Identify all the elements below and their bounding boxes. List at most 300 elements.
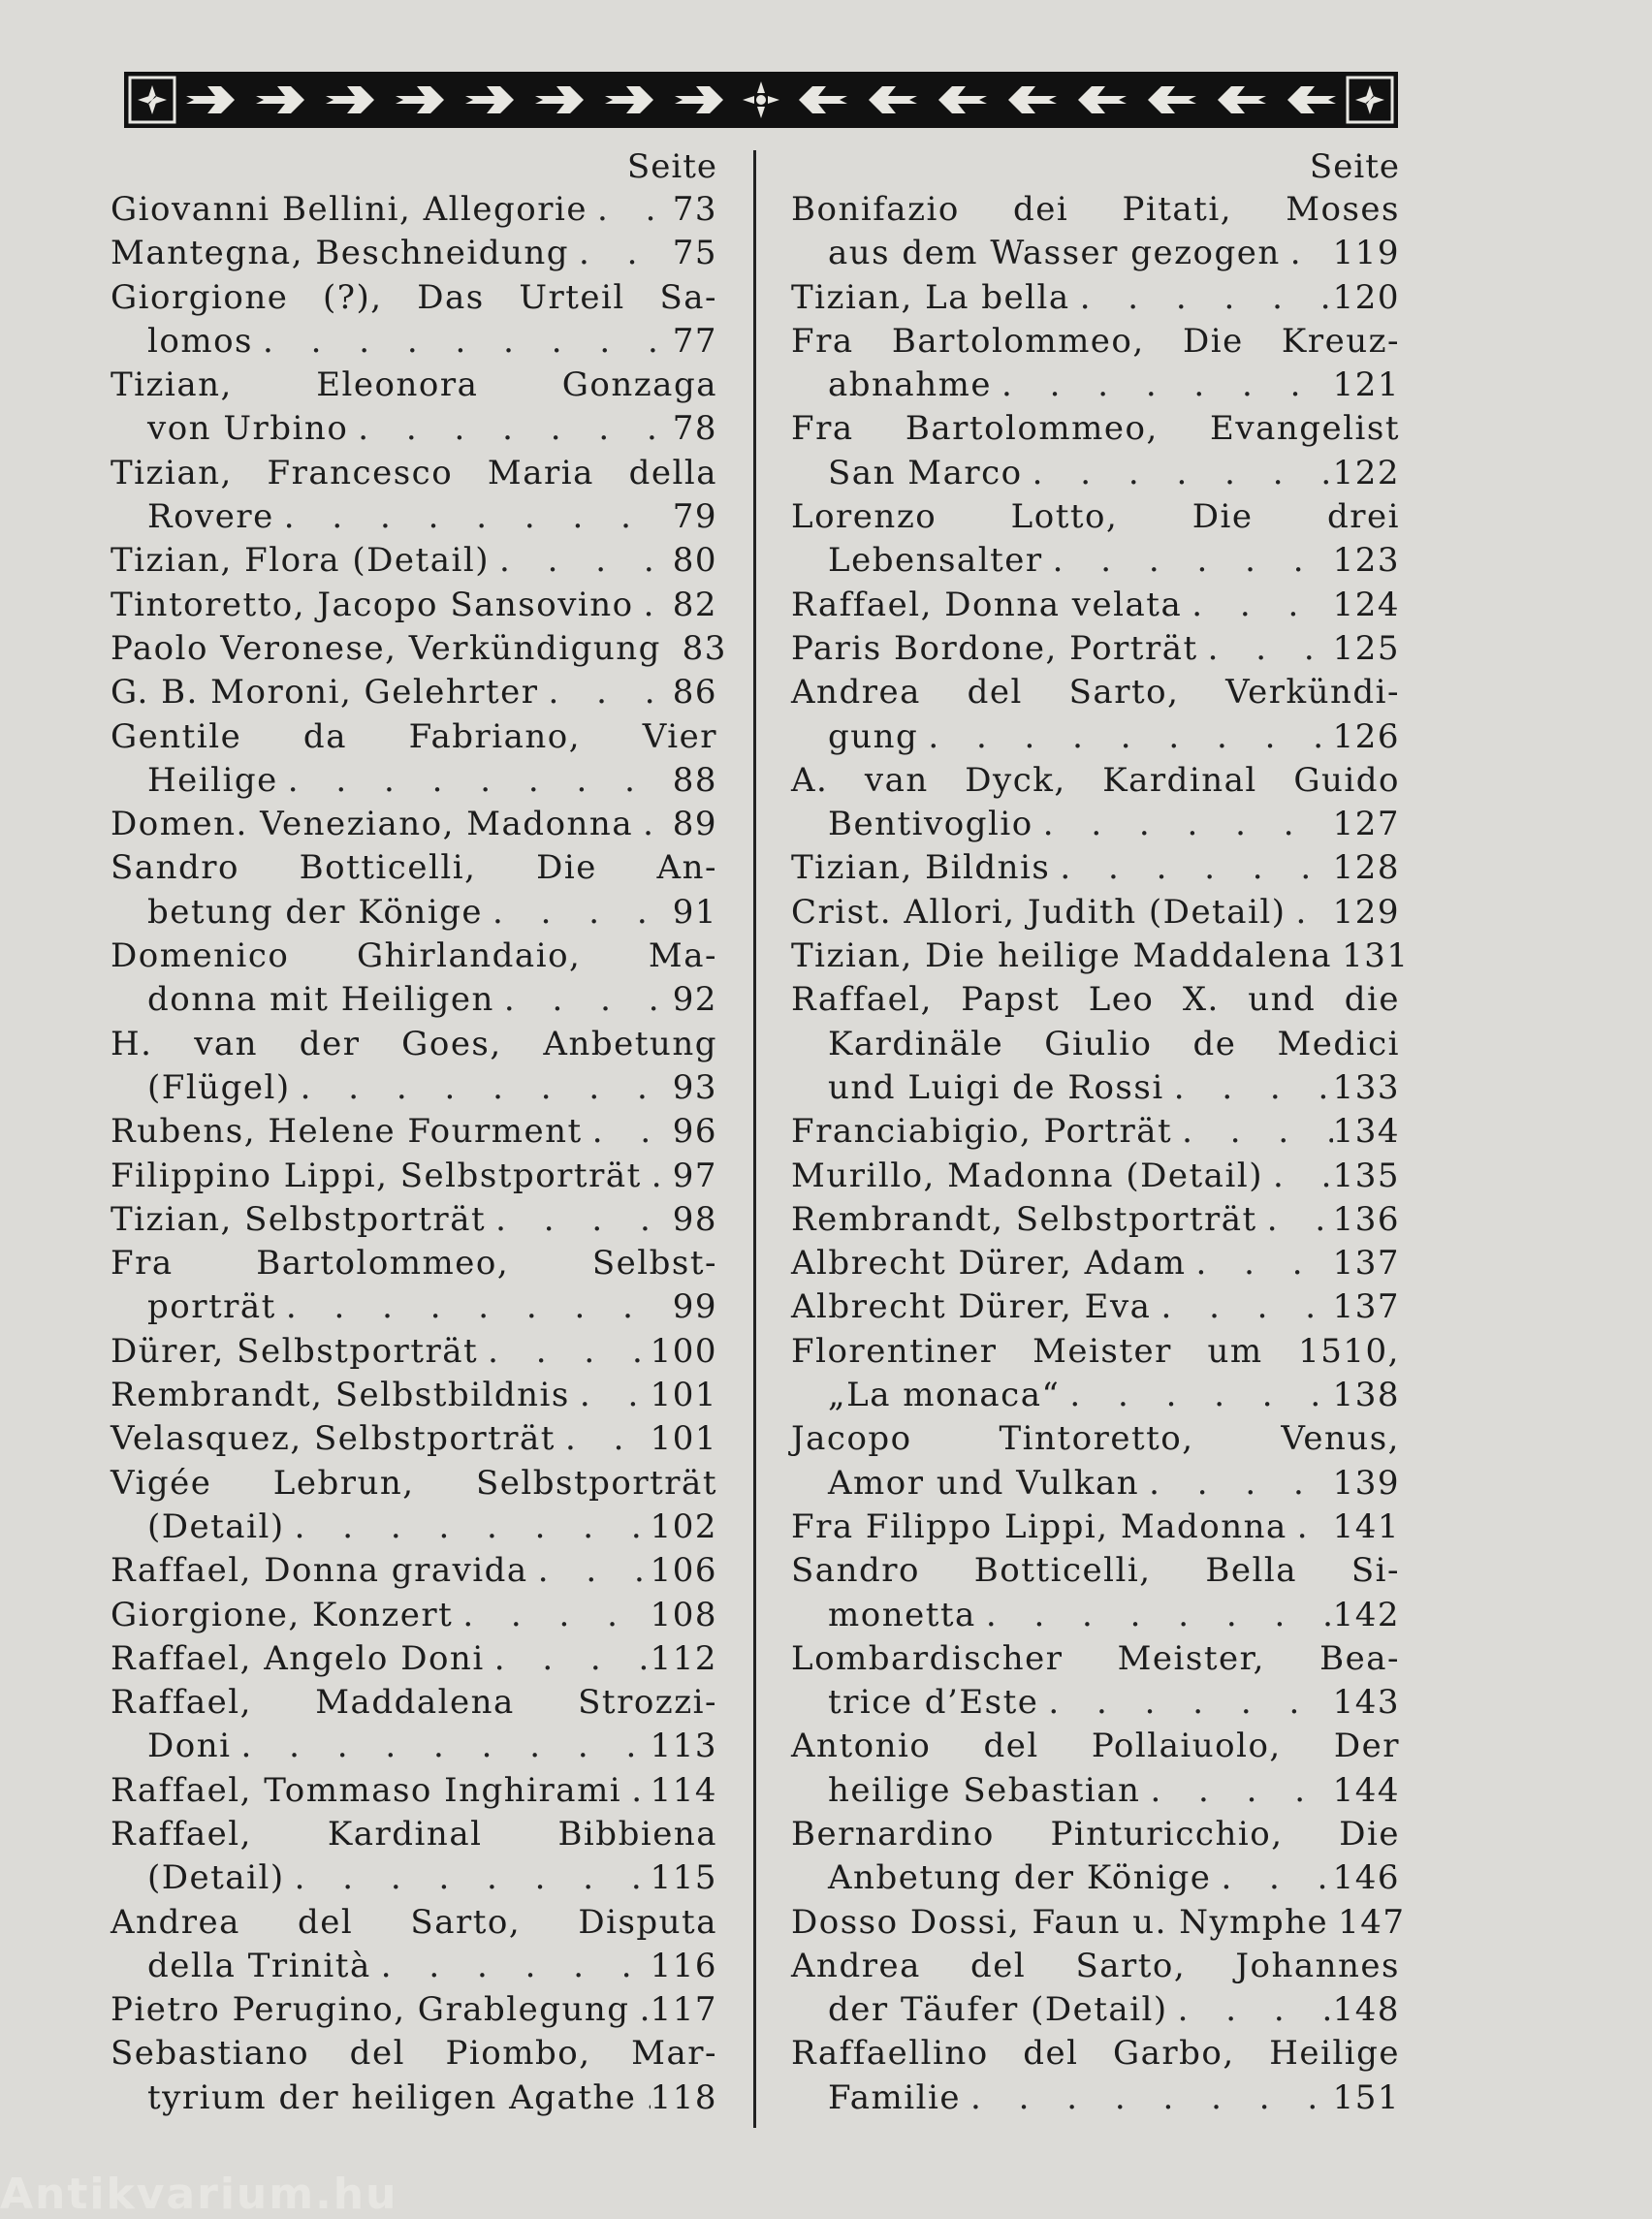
toc-entry: [111, 188, 717, 232]
page-number: 142: [1332, 1595, 1400, 1634]
toc-entry-line: [791, 759, 1400, 803]
toc-entry-title: Rembrandt, Selbstbildnis: [111, 1376, 570, 1415]
toc-entry-line: [791, 935, 1410, 978]
toc-entry: [791, 1549, 1400, 1637]
page-number: 92: [672, 980, 717, 1020]
toc-entry-line: [791, 1813, 1400, 1856]
toc-entry-title: Raffael, Donna velata: [791, 585, 1183, 624]
toc-entry-line: [111, 1066, 717, 1110]
toc-entry-title: Raffaellino del Garbo, Heilige: [791, 2034, 1400, 2074]
toc-entry-line: [791, 1417, 1400, 1461]
toc-entry-line: [111, 1901, 717, 1945]
dot-leader: [556, 1417, 651, 1461]
toc-entry: [111, 1549, 717, 1593]
toc-entry: [791, 935, 1410, 978]
dot-leader: [348, 407, 661, 451]
toc-entry-line: [111, 539, 717, 583]
toc-entry: [791, 1637, 1400, 1726]
toc-entry: [111, 1110, 717, 1154]
dot-leader: [583, 1110, 661, 1154]
toc-entry-title: Raffael, Kardinal Bibbiena: [111, 1814, 717, 1854]
toc-entry-title: Anbetung der Könige: [828, 1858, 1212, 1898]
page-number: 136: [1332, 1199, 1400, 1239]
page-number: 96: [672, 1112, 717, 1152]
page-number: 144: [1332, 1770, 1400, 1810]
toc-entry-line: [791, 846, 1400, 890]
page-number: 98: [672, 1199, 717, 1239]
dot-leader: [1023, 452, 1333, 495]
dot-leader: [253, 320, 661, 364]
toc-entry-line: [111, 715, 717, 759]
toc-entry-line: [791, 276, 1400, 320]
dot-leader: [1060, 1374, 1332, 1417]
toc-entry-title: Bonifazio dei Pitati, Moses: [791, 190, 1400, 229]
toc-entry-title: lomos: [147, 321, 254, 361]
toc-entry-title: Tintoretto, Jacopo Sansovino: [111, 585, 634, 624]
dot-leader: [1070, 276, 1333, 320]
toc-entry: [791, 846, 1400, 890]
toc-entry-title: „La monaca“: [828, 1376, 1061, 1415]
page-number: 83: [682, 628, 727, 668]
toc-entry-line: [111, 1725, 717, 1768]
toc-entry: [791, 1242, 1400, 1285]
toc-entry: [111, 627, 727, 671]
toc-entry-title: Heilige: [147, 760, 278, 800]
page-number: 75: [672, 234, 717, 273]
page-number: 120: [1332, 277, 1400, 317]
page-number: 135: [1332, 1156, 1400, 1195]
toc-entry-title: Amor und Vulkan: [828, 1463, 1140, 1503]
toc-entry: [111, 671, 717, 714]
toc-entry: [111, 1901, 717, 1989]
dot-leader: [1263, 1155, 1333, 1198]
toc-entry-title: Antonio del Pollaiuolo, Der: [791, 1727, 1400, 1766]
toc-entry-title: della Trinità: [147, 1946, 371, 1985]
page-number: 139: [1332, 1463, 1400, 1503]
toc-entry-line: [111, 320, 717, 364]
toc-entry-line: [111, 627, 727, 671]
toc-entry-title: und Luigi de Rossi: [828, 1067, 1164, 1107]
toc-entry-title: Jacopo Tintoretto, Venus,: [791, 1419, 1400, 1459]
dot-leader: [494, 978, 661, 1022]
page-number: 127: [1332, 805, 1400, 844]
dot-leader: [1211, 1856, 1332, 1900]
page-number: 80: [672, 541, 717, 581]
toc-entry: [791, 671, 1400, 759]
toc-entry-title: Sandro Botticelli, Die An-: [111, 848, 717, 888]
toc-entry-line: [791, 1594, 1400, 1637]
dot-leader: [1182, 584, 1332, 627]
dot-leader: [274, 495, 661, 539]
toc-entry-title: Tizian, Bildnis: [791, 848, 1051, 888]
toc-entry-title: heilige Sebastian: [828, 1770, 1141, 1810]
toc-entry-title: Raffael, Donna gravida: [111, 1551, 528, 1591]
toc-entry-line: [111, 978, 717, 1022]
toc-entry-title: Albrecht Dürer, Eva: [791, 1287, 1152, 1327]
toc-entry-title: Tizian, La bella: [791, 277, 1070, 317]
column-divider: [753, 150, 756, 2128]
dot-leader: [1186, 1242, 1332, 1285]
ornamental-header-band: [124, 72, 1398, 128]
page-number: 113: [650, 1727, 717, 1766]
toc-entry-title: Andrea del Sarto, Disputa: [111, 1902, 717, 1942]
toc-entry-title: Crist. Allori, Judith (Detail): [791, 892, 1287, 932]
toc-entry-line: [111, 1285, 717, 1329]
dot-leader: [1164, 1066, 1333, 1110]
toc-entry-title: Tizian, Die heilige Maddalena: [791, 936, 1333, 976]
dot-leader: [1139, 1462, 1332, 1506]
toc-entry-line: [791, 978, 1400, 1022]
toc-entry-line: [791, 715, 1400, 759]
toc-entry: [791, 1813, 1400, 1901]
dot-leader: [1198, 627, 1333, 671]
dot-leader: [478, 1330, 650, 1374]
toc-entry: [111, 1023, 717, 1111]
toc-entry-line: [791, 539, 1400, 583]
toc-entry-line: [111, 1462, 717, 1506]
toc-entry-line: [111, 1155, 717, 1198]
toc-entry-line: [791, 2076, 1400, 2120]
toc-entry-title: (Detail): [147, 1858, 285, 1898]
toc-entry-title: (Flügel): [147, 1067, 291, 1107]
toc-entry-title: von Urbino: [147, 409, 349, 449]
page-number: 88: [672, 760, 717, 800]
toc-entry-title: Giorgione (?), Das Urteil Sa-: [111, 277, 717, 317]
toc-entry: [791, 1285, 1400, 1329]
toc-entry-line: [111, 232, 717, 275]
page-number: 121: [1332, 365, 1400, 405]
toc-entry-title: Lombardischer Meister, Bea-: [791, 1638, 1400, 1678]
toc-entry-line: [791, 1066, 1400, 1110]
toc-entry: [791, 320, 1400, 408]
left-entry-list: [111, 188, 727, 2120]
toc-entry-line: [791, 1198, 1400, 1242]
toc-entry: [111, 1637, 717, 1681]
toc-entry: [791, 1417, 1400, 1506]
dot-leader: [1287, 891, 1333, 935]
toc-entry-title: Fra Filippo Lippi, Madonna: [791, 1506, 1287, 1546]
dot-leader: [992, 364, 1333, 407]
toc-entry: [791, 495, 1400, 584]
dot-leader: [1050, 846, 1332, 890]
toc-entry-title: Rubens, Helene Fourment: [111, 1112, 583, 1152]
page-number: 131: [1342, 936, 1410, 976]
toc-entry-line: [791, 1637, 1400, 1681]
dot-leader: [291, 1066, 661, 1110]
page-number: 141: [1332, 1506, 1400, 1546]
toc-entry: [111, 1681, 717, 1769]
toc-entry-line: [791, 2032, 1400, 2076]
toc-entry-line: [111, 759, 717, 803]
toc-entry: [791, 1901, 1406, 1945]
page-number: 137: [1332, 1244, 1400, 1284]
dot-leader: [588, 188, 661, 232]
dot-leader: [1257, 1198, 1333, 1242]
dot-leader: [490, 539, 661, 583]
toc-entry: [111, 715, 717, 804]
dot-leader: [1033, 803, 1333, 846]
page-number: 77: [672, 321, 717, 361]
arrow-ornament-icon: [126, 74, 1396, 126]
toc-entry: [791, 1110, 1400, 1154]
page-number: 116: [650, 1946, 717, 1985]
toc-entry-line: [111, 1374, 717, 1417]
toc-entry-line: [791, 1155, 1400, 1198]
toc-entry-title: Paris Bordone, Porträt: [791, 628, 1198, 668]
dot-leader: [528, 1549, 651, 1593]
toc-entry-line: [111, 1242, 717, 1285]
toc-entry-title: Andrea del Sarto, Verkündi-: [791, 673, 1400, 713]
dot-leader: [1043, 539, 1333, 583]
toc-entry-title: Fra Bartolommeo, Evangelist: [791, 409, 1400, 449]
toc-entry-line: [791, 1285, 1400, 1329]
toc-entry-line: [791, 320, 1400, 364]
toc-entry-title: gung: [828, 716, 919, 756]
toc-entry: [111, 2032, 717, 2120]
toc-entry-title: H. van der Goes, Anbetung: [111, 1024, 717, 1063]
toc-entry-title: Filippino Lippi, Selbstporträt: [111, 1156, 642, 1195]
toc-entry: [791, 978, 1400, 1110]
page-number: 106: [650, 1551, 717, 1591]
toc-entry: [791, 276, 1400, 320]
page-number: 151: [1332, 2077, 1400, 2117]
page-number: 119: [1332, 234, 1400, 273]
toc-entry-title: Tizian, Flora (Detail): [111, 541, 490, 581]
toc-entry-title: trice d’Este: [828, 1683, 1039, 1723]
seite-label-right: Seite: [1309, 147, 1400, 186]
toc-entry: [111, 846, 717, 935]
toc-entry-line: [791, 627, 1400, 671]
page-number: 115: [650, 1858, 717, 1898]
toc-entry-line: [111, 1988, 717, 2032]
toc-entry: [111, 276, 717, 365]
dot-leader: [1328, 1901, 1338, 1945]
toc-entry-title: donna mit Heiligen: [147, 980, 494, 1020]
toc-entry-line: [791, 1242, 1400, 1285]
page-number: 122: [1332, 453, 1400, 492]
toc-entry: [111, 935, 717, 1023]
toc-entry-line: [111, 495, 717, 539]
toc-entry-line: [111, 1681, 717, 1725]
toc-entry-line: [791, 1945, 1400, 1988]
toc-entry-title: Familie: [828, 2077, 962, 2117]
toc-entry: [791, 2032, 1400, 2120]
toc-entry-title: Tizian, Francesco Maria della: [111, 453, 717, 492]
toc-entry-title: Giorgione, Konzert: [111, 1595, 454, 1634]
dot-leader: [976, 1594, 1333, 1637]
toc-entry-line: [111, 1945, 717, 1988]
toc-entry: [111, 1330, 717, 1374]
toc-entry: [111, 1462, 717, 1550]
toc-entry-line: [111, 803, 717, 846]
toc-entry-line: [111, 364, 717, 407]
toc-entry-line: [791, 495, 1400, 539]
toc-entry-title: (Detail): [147, 1506, 285, 1546]
dot-leader: [276, 1285, 661, 1329]
toc-entry-line: [791, 232, 1400, 275]
toc-entry-title: Murillo, Madonna (Detail): [791, 1156, 1263, 1195]
toc-entry: [791, 759, 1400, 847]
toc-entry: [791, 1725, 1400, 1813]
toc-entry-title: Domen. Veneziano, Madonna: [111, 805, 634, 844]
toc-entry-line: [111, 1506, 717, 1549]
toc-entry-title: Florentiner Meister um 1510,: [791, 1331, 1400, 1371]
toc-entry-line: [791, 803, 1400, 846]
toc-entry: [111, 1155, 717, 1198]
toc-entry: [791, 407, 1400, 495]
toc-entry: [111, 1769, 717, 1813]
toc-entry: [111, 364, 717, 452]
toc-entry: [791, 1155, 1400, 1198]
toc-entry-title: Raffael, Angelo Doni: [111, 1638, 485, 1678]
toc-entry-title: Raffael, Maddalena Strozzi-: [111, 1683, 717, 1723]
toc-entry-title: Lorenzo Lotto, Die drei: [791, 497, 1400, 537]
toc-entry-line: [111, 1549, 717, 1593]
page-number: 102: [650, 1506, 717, 1546]
toc-entry: [111, 452, 717, 540]
toc-entry-line: [111, 1769, 717, 1813]
toc-entry-line: [111, 1417, 717, 1461]
dot-leader: [569, 232, 661, 275]
dot-leader: [621, 1769, 650, 1813]
toc-entry-title: Kardinäle Giulio de Medici: [828, 1024, 1400, 1063]
toc-entry-line: [791, 364, 1400, 407]
toc-entry-line: [111, 1813, 717, 1856]
toc-entry-title: San Marco: [828, 453, 1023, 492]
toc-entry: [791, 627, 1400, 671]
dot-leader: [483, 891, 661, 935]
page-number: 89: [672, 805, 717, 844]
dot-leader: [918, 715, 1332, 759]
toc-entry-title: Fra Bartolommeo, Die Kreuz-: [791, 321, 1400, 361]
dot-leader: [285, 1506, 651, 1549]
dot-leader: [1332, 935, 1342, 978]
toc-entry: [111, 1417, 717, 1461]
dot-leader: [539, 671, 661, 714]
dot-leader: [486, 1198, 661, 1242]
page-number: 147: [1338, 1902, 1406, 1942]
toc-entry-title: Albrecht Dürer, Adam: [791, 1244, 1187, 1284]
dot-leader: [636, 2076, 650, 2120]
dot-leader: [642, 1155, 661, 1198]
dot-leader: [634, 584, 661, 627]
toc-entry: [111, 539, 717, 583]
dot-leader: [1287, 1506, 1333, 1549]
seite-label-left: Seite: [626, 147, 717, 186]
toc-entry-title: Pietro Perugino, Grablegung: [111, 1990, 630, 2030]
dot-leader: [570, 1374, 651, 1417]
page-number: 82: [672, 585, 717, 624]
dot-leader: [371, 1945, 651, 1988]
page-number: 129: [1332, 892, 1400, 932]
toc-entry-line: [791, 452, 1400, 495]
page-number: 101: [650, 1376, 717, 1415]
toc-entry: [111, 1594, 717, 1637]
dot-leader: [630, 1988, 651, 2032]
page-number: 117: [650, 1990, 717, 2030]
page-number: 148: [1332, 1990, 1400, 2030]
toc-entry: [791, 584, 1400, 627]
toc-entry-title: A. van Dyck, Kardinal Guido: [791, 760, 1400, 800]
toc-entry: [111, 1813, 717, 1901]
toc-entry-line: [791, 1901, 1406, 1945]
right-entry-list: [791, 188, 1410, 2120]
page-number: 143: [1332, 1683, 1400, 1723]
toc-entry-title: Fra Bartolommeo, Selbst-: [111, 1244, 717, 1284]
left-column: [111, 145, 727, 2120]
toc-entry-title: tyrium der heiligen Agathe: [147, 2077, 637, 2117]
toc-entry: [791, 188, 1400, 276]
toc-entry: [791, 1198, 1400, 1242]
toc-entry: [111, 232, 717, 275]
page-number: 101: [650, 1419, 717, 1459]
toc-entry-line: [791, 407, 1400, 451]
toc-entry: [111, 1198, 717, 1242]
page-number: 78: [672, 409, 717, 449]
page-number: 138: [1332, 1376, 1400, 1415]
dot-leader: [453, 1594, 650, 1637]
toc-entry-line: [791, 584, 1400, 627]
toc-entry-line: [111, 188, 717, 232]
right-column: [791, 145, 1410, 2120]
toc-entry-line: [111, 891, 717, 935]
page-number: 124: [1332, 585, 1400, 624]
toc-entry-line: [791, 1549, 1400, 1593]
toc-entry-line: [791, 1856, 1400, 1900]
toc-entry-line: [791, 1374, 1400, 1417]
toc-entry-line: [791, 1681, 1400, 1725]
toc-entry-title: Vigée Lebrun, Selbstporträt: [111, 1463, 717, 1503]
dot-leader: [1151, 1285, 1332, 1329]
dot-leader: [232, 1725, 651, 1768]
toc-entry-line: [791, 1462, 1400, 1506]
page-number: 86: [672, 673, 717, 713]
toc-entry-line: [111, 407, 717, 451]
toc-entry-line: [111, 1110, 717, 1154]
toc-entry: [111, 1242, 717, 1330]
toc-entry-line: [791, 1725, 1400, 1768]
toc-entry-line: [111, 2076, 717, 2120]
toc-entry-title: Raffael, Tommaso Inghirami: [111, 1770, 622, 1810]
toc-entry-line: [791, 1988, 1400, 2032]
dot-leader: [961, 2076, 1333, 2120]
toc-entry-title: Gentile da Fabriano, Vier: [111, 716, 717, 756]
toc-entry-title: Paolo Veronese, Verkündigung: [111, 628, 661, 668]
toc-entry: [791, 1506, 1400, 1549]
toc-entry-line: [111, 1198, 717, 1242]
toc-entry-title: Tizian, Eleonora Gonzaga: [111, 365, 717, 405]
page-number: 118: [650, 2077, 717, 2117]
toc-entry-line: [111, 1023, 717, 1066]
toc-entry-line: [111, 935, 717, 978]
toc-entry-line: [111, 1856, 717, 1900]
toc-entry-title: Sandro Botticelli, Bella Si-: [791, 1551, 1400, 1591]
page-number: 79: [672, 497, 717, 537]
toc-entry-line: [111, 1594, 717, 1637]
toc-entry-title: Dürer, Selbstporträt: [111, 1331, 479, 1371]
toc-entry-title: betung der Könige: [147, 892, 483, 932]
toc-entry: [791, 1330, 1400, 1418]
dot-leader: [1168, 1988, 1333, 2032]
toc-entry: [111, 584, 717, 627]
toc-entry-title: monetta: [828, 1595, 976, 1634]
toc-entry-line: [111, 846, 717, 890]
dot-leader: [1172, 1110, 1332, 1154]
toc-entry-title: aus dem Wasser gezogen: [828, 234, 1281, 273]
toc-entry-line: [111, 1637, 717, 1681]
page-number: 97: [672, 1156, 717, 1195]
toc-entry-title: Tizian, Selbstporträt: [111, 1199, 487, 1239]
